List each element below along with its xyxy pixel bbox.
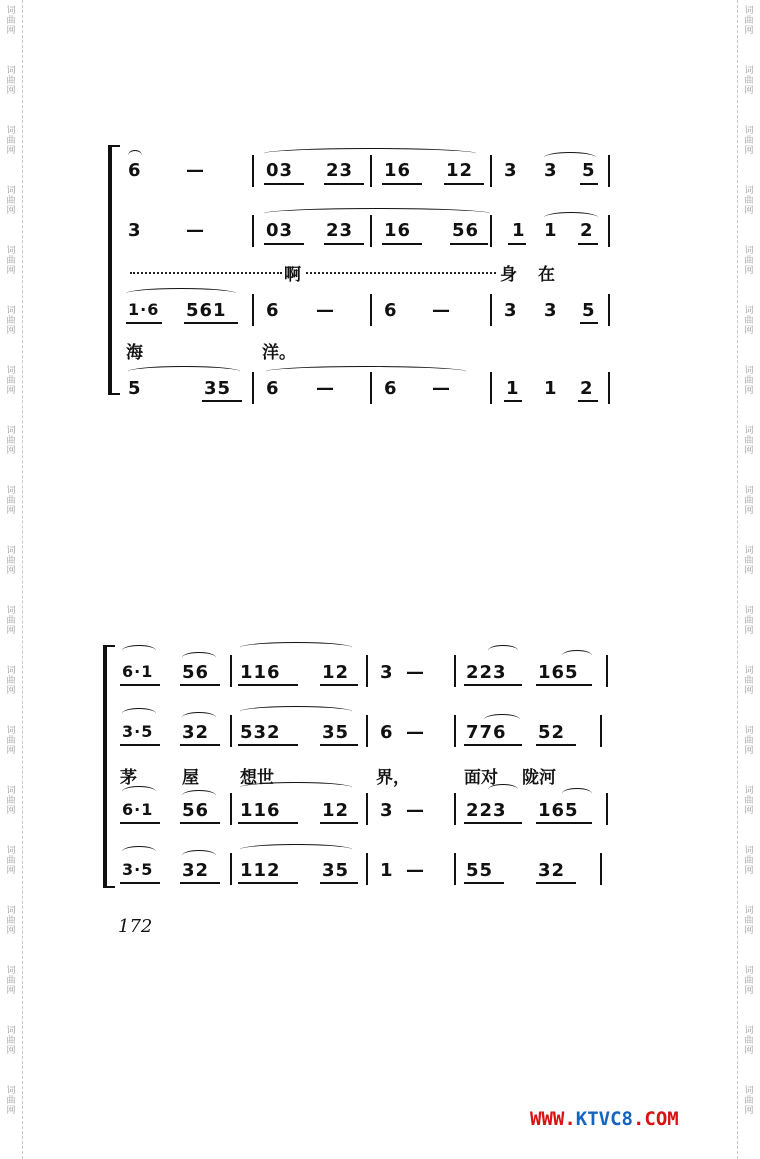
note: 16 xyxy=(384,220,412,241)
note: 1 xyxy=(544,378,558,399)
watermark-char: 词 xyxy=(6,366,16,376)
watermark-char: 网 xyxy=(6,986,16,996)
watermark-char: 曲 xyxy=(744,856,754,866)
watermark-char: 曲 xyxy=(744,556,754,566)
watermark-char: 曲 xyxy=(744,1036,754,1046)
watermark-char: 曲 xyxy=(744,676,754,686)
watermark-char: 网 xyxy=(744,506,754,516)
barline xyxy=(252,155,254,187)
note: 56 xyxy=(452,220,480,241)
watermark-char: 词 xyxy=(744,966,754,976)
watermark-char: 网 xyxy=(744,686,754,696)
lyric-char: 想世 xyxy=(240,768,274,788)
note: 32 xyxy=(182,860,210,881)
watermark-char: 词 xyxy=(6,246,16,256)
watermark-char: 网 xyxy=(6,566,16,576)
barline xyxy=(490,155,492,187)
note: 6 xyxy=(266,378,280,399)
watermark-char: 词 xyxy=(744,186,754,196)
watermark-char: 网 xyxy=(6,446,16,456)
note: 5 xyxy=(582,300,596,321)
note: 223 xyxy=(466,800,507,821)
note: 12 xyxy=(446,160,474,181)
note: 6 xyxy=(266,300,280,321)
watermark-char: 曲 xyxy=(744,316,754,326)
lyric-char: 洋。 xyxy=(262,343,296,363)
watermark-char: 曲 xyxy=(744,16,754,26)
note: 35 xyxy=(204,378,232,399)
watermark-char: 曲 xyxy=(6,676,16,686)
note: 6 xyxy=(380,722,394,743)
lyric-char: 面对 xyxy=(464,768,498,788)
note: 56 xyxy=(182,800,210,821)
watermark-char: 曲 xyxy=(6,16,16,26)
watermark-char: 词 xyxy=(744,6,754,16)
watermark-char: 网 xyxy=(6,506,16,516)
watermark-char: 词 xyxy=(6,666,16,676)
watermark-char: 词 xyxy=(6,126,16,136)
watermark-char: 网 xyxy=(6,26,16,36)
lyric-char: 身 xyxy=(500,265,517,285)
note: 03 xyxy=(266,220,294,241)
note: 3 xyxy=(544,160,558,181)
watermark-char: 词 xyxy=(744,846,754,856)
note: 561 xyxy=(186,300,227,321)
barline xyxy=(370,155,372,187)
lyric-char: 在 xyxy=(538,265,555,285)
watermark-char: 曲 xyxy=(744,976,754,986)
page-number: 172 xyxy=(118,916,153,937)
note: 32 xyxy=(538,860,566,881)
watermark-char: 词 xyxy=(744,306,754,316)
note: 3·5 xyxy=(122,860,154,879)
watermark-char: 曲 xyxy=(744,1096,754,1106)
watermark-char: 曲 xyxy=(744,196,754,206)
watermark-char: 曲 xyxy=(6,976,16,986)
dash: — xyxy=(406,860,425,881)
watermark-char: 网 xyxy=(6,806,16,816)
note: 532 xyxy=(240,722,281,743)
watermark-char: 曲 xyxy=(6,316,16,326)
lyric-char: 啊 xyxy=(284,265,301,285)
system1-brace-top xyxy=(108,145,120,147)
note: 12 xyxy=(322,800,350,821)
note: 5 xyxy=(128,378,142,399)
watermark-char: 网 xyxy=(744,86,754,96)
watermark-char: 词 xyxy=(6,186,16,196)
watermark-char: 网 xyxy=(744,266,754,276)
note: 2 xyxy=(580,378,594,399)
note: 3 xyxy=(504,160,518,181)
watermark-char: 词 xyxy=(6,966,16,976)
watermark-char: 词 xyxy=(6,726,16,736)
note: 52 xyxy=(538,722,566,743)
note: 32 xyxy=(182,722,210,743)
note: 3·5 xyxy=(122,722,154,741)
watermark-char: 曲 xyxy=(6,916,16,926)
watermark-char: 网 xyxy=(6,266,16,276)
dash: — xyxy=(406,662,425,683)
watermark-char: 曲 xyxy=(744,796,754,806)
watermark-char: 曲 xyxy=(6,136,16,146)
watermark-char: 网 xyxy=(744,26,754,36)
watermark-char: 网 xyxy=(744,386,754,396)
watermark-char: 网 xyxy=(744,926,754,936)
system1-brace-bottom xyxy=(108,393,120,395)
note: 3 xyxy=(380,800,394,821)
dash: — xyxy=(186,160,205,181)
note: 112 xyxy=(240,860,281,881)
watermark-char: 网 xyxy=(6,206,16,216)
watermark-char: 词 xyxy=(744,426,754,436)
note: 12 xyxy=(322,662,350,683)
watermark-char: 曲 xyxy=(6,436,16,446)
dash: — xyxy=(316,378,335,399)
watermark-char: 曲 xyxy=(6,1036,16,1046)
watermark-char: 曲 xyxy=(744,436,754,446)
watermark-char: 词 xyxy=(744,486,754,496)
watermark-char: 词 xyxy=(744,786,754,796)
watermark-char: 网 xyxy=(6,746,16,756)
note: 3 xyxy=(128,220,142,241)
watermark-char: 词 xyxy=(6,6,16,16)
watermark-char: 曲 xyxy=(6,196,16,206)
watermark-char: 网 xyxy=(6,386,16,396)
watermark-char: 网 xyxy=(744,806,754,816)
note: 165 xyxy=(538,662,579,683)
watermark-char: 曲 xyxy=(744,496,754,506)
dash: — xyxy=(406,800,425,821)
watermark-char: 词 xyxy=(744,666,754,676)
note: 1 xyxy=(380,860,394,881)
note: 1 xyxy=(512,220,526,241)
watermark-char: 曲 xyxy=(6,1096,16,1106)
watermark-char: 网 xyxy=(744,866,754,876)
watermark-char: 词 xyxy=(744,606,754,616)
watermark-char: 曲 xyxy=(744,76,754,86)
watermark-char: 曲 xyxy=(6,796,16,806)
watermark-char: 词 xyxy=(744,246,754,256)
watermark-char: 网 xyxy=(6,146,16,156)
watermark-char: 词 xyxy=(744,126,754,136)
watermark-char: 网 xyxy=(6,866,16,876)
watermark-char: 曲 xyxy=(6,556,16,566)
note: 16 xyxy=(384,160,412,181)
watermark-char: 词 xyxy=(6,606,16,616)
system1-brace xyxy=(108,145,112,395)
note: 35 xyxy=(322,722,350,743)
watermark-char: 词 xyxy=(744,1086,754,1096)
note: 1 xyxy=(544,220,558,241)
watermark-char: 网 xyxy=(744,746,754,756)
watermark-char: 网 xyxy=(744,626,754,636)
watermark-char: 曲 xyxy=(744,616,754,626)
watermark-char: 词 xyxy=(6,66,16,76)
watermark-char: 网 xyxy=(744,446,754,456)
watermark-char: 网 xyxy=(6,326,16,336)
note: 23 xyxy=(326,160,354,181)
dash: — xyxy=(316,300,335,321)
note: 6·1 xyxy=(122,662,154,681)
watermark-char: 网 xyxy=(744,986,754,996)
watermark-char: 词 xyxy=(6,546,16,556)
watermark-char: 词 xyxy=(6,846,16,856)
watermark-char: 网 xyxy=(6,686,16,696)
system2-brace xyxy=(103,645,107,888)
note: 776 xyxy=(466,722,507,743)
note: 56 xyxy=(182,662,210,683)
dash: — xyxy=(186,220,205,241)
melisma-dots xyxy=(306,272,496,274)
watermark-char: 曲 xyxy=(6,496,16,506)
note: 2 xyxy=(580,220,594,241)
note: 116 xyxy=(240,800,281,821)
barline xyxy=(608,155,610,187)
watermark-char: 曲 xyxy=(744,136,754,146)
watermark-char: 曲 xyxy=(6,256,16,266)
note: 3 xyxy=(544,300,558,321)
watermark-char: 词 xyxy=(744,726,754,736)
note: 165 xyxy=(538,800,579,821)
watermark-char: 词 xyxy=(744,66,754,76)
site-watermark: WWW.KTVC8.COM xyxy=(530,1108,679,1130)
note: 55 xyxy=(466,860,494,881)
lyric-char: 陇河 xyxy=(522,768,556,788)
watermark-char: 曲 xyxy=(6,76,16,86)
watermark-char: 曲 xyxy=(744,916,754,926)
note: 6 xyxy=(384,378,398,399)
watermark-char: 网 xyxy=(744,206,754,216)
watermark-char: 词 xyxy=(6,906,16,916)
dash: — xyxy=(432,378,451,399)
watermark-char: 曲 xyxy=(6,736,16,746)
lyric-char: 茅 xyxy=(120,768,137,788)
watermark-char: 曲 xyxy=(744,376,754,386)
note: 5 xyxy=(582,160,596,181)
lyric-char: 海 xyxy=(126,343,143,363)
watermark-char: 词 xyxy=(6,1086,16,1096)
note: 116 xyxy=(240,662,281,683)
lyric-char: 屋 xyxy=(182,768,199,788)
lyric-char: 界， xyxy=(376,768,410,788)
melisma-dots xyxy=(130,272,282,274)
watermark-char: 词 xyxy=(744,366,754,376)
watermark-char: 曲 xyxy=(6,856,16,866)
dash: — xyxy=(432,300,451,321)
watermark-char: 网 xyxy=(744,1046,754,1056)
watermark-char: 网 xyxy=(6,926,16,936)
watermark-char: 曲 xyxy=(6,616,16,626)
note: 1·6 xyxy=(128,300,160,319)
watermark-char: 网 xyxy=(744,326,754,336)
watermark-char: 词 xyxy=(6,486,16,496)
watermark-char: 网 xyxy=(6,1106,16,1116)
watermark-char: 网 xyxy=(6,626,16,636)
note: 6 xyxy=(128,160,142,181)
watermark-char: 词 xyxy=(6,786,16,796)
watermark-char: 曲 xyxy=(744,256,754,266)
watermark-char: 曲 xyxy=(6,376,16,386)
watermark-char: 网 xyxy=(744,146,754,156)
note: 6 xyxy=(384,300,398,321)
watermark-char: 网 xyxy=(6,1046,16,1056)
note: 223 xyxy=(466,662,507,683)
watermark-char: 曲 xyxy=(744,736,754,746)
watermark-char: 词 xyxy=(6,426,16,436)
watermark-char: 词 xyxy=(744,1026,754,1036)
note: 35 xyxy=(322,860,350,881)
watermark-char: 网 xyxy=(744,1106,754,1116)
watermark-char: 词 xyxy=(744,546,754,556)
watermark-char: 词 xyxy=(6,1026,16,1036)
note: 3 xyxy=(380,662,394,683)
note: 3 xyxy=(504,300,518,321)
note: 03 xyxy=(266,160,294,181)
note: 1 xyxy=(506,378,520,399)
note: 23 xyxy=(326,220,354,241)
note: 6·1 xyxy=(122,800,154,819)
watermark-char: 词 xyxy=(744,906,754,916)
watermark-char: 词 xyxy=(6,306,16,316)
watermark-char: 网 xyxy=(744,566,754,576)
dash: — xyxy=(406,722,425,743)
watermark-char: 网 xyxy=(6,86,16,96)
